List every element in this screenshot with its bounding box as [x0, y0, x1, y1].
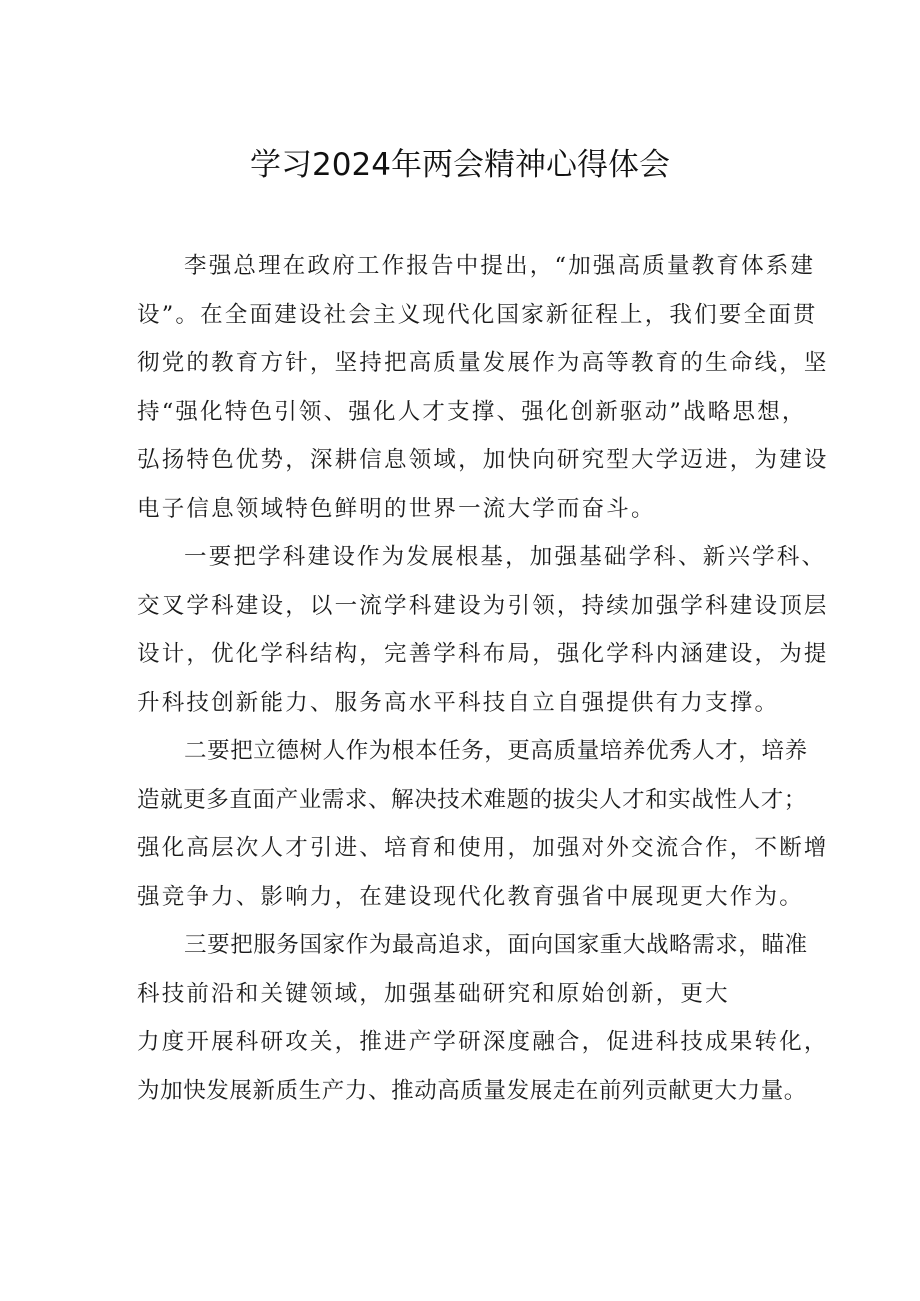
paragraph-2-line-2: 交叉学科建设，以一流学科建设为引领，持续加强学科建设顶层 — [137, 592, 829, 619]
paragraph-3-line-2: 造就更多直面产业需求、解决技术难题的拔尖人才和实战性人才； — [137, 786, 807, 813]
paragraph-4-line-1: 三要把服务国家作为最高追求，面向国家重大战略需求，瞄准 — [184, 932, 808, 958]
paragraph-1-line-4: 持“强化特色引领、强化人才支撑、强化创新驱动”战略思想， — [137, 398, 807, 425]
paragraph-1-line-5: 弘扬特色优势，深耕信息领域，加快向研究型大学迈进，为建设 — [137, 447, 829, 473]
paragraph-4-line-4: 为加快发展新质生产力、推动高质量发展走在前列贡献更大力量。 — [137, 1077, 807, 1104]
paragraph-1-line-2: 设”。在全面建设社会主义现代化国家新征程上，我们要全面贯 — [137, 301, 818, 328]
paragraph-1-line-6: 电子信息领域特色鲜明的世界一流大学而奋斗。 — [137, 495, 656, 522]
paragraph-1-line-3: 彻党的教育方针，坚持把高质量发展作为高等教育的生命线，坚 — [137, 350, 829, 376]
paragraph-4-line-3: 力度开展科研攻关，推进产学研深度融合，促进科技成果转化， — [137, 1029, 829, 1055]
paragraph-2-line-1: 一要把学科建设作为发展根基，加强基础学科、新兴学科、 — [184, 544, 827, 570]
document-title: 学习2024年两会精神心得体会 — [250, 147, 670, 183]
paragraph-3-line-1: 二要把立德树人作为根本任务，更高质量培养优秀人才，培养 — [184, 738, 808, 764]
paragraph-2-line-3: 设计，优化学科结构，完善学科布局，强化学科内涵建设，为提 — [137, 641, 829, 667]
paragraph-2-line-4: 升科技创新能力、服务高水平科技自立自强提供有力支撑。 — [137, 689, 780, 716]
document-body — [137, 242, 829, 1115]
paragraph-1-line-1: 李强总理在政府工作报告中提出，“加强高质量教育体系建 — [184, 253, 816, 279]
paragraph-3-line-4: 强竞争力、影响力，在建设现代化教育强省中展现更大作为。 — [137, 883, 804, 910]
paragraph-4-line-2: 科技前沿和关键领域，加强基础研究和原始创新，更大 — [137, 980, 730, 1007]
paragraph-3-line-3: 强化高层次人才引进、培育和使用，加强对外交流合作，不断增 — [137, 835, 829, 861]
